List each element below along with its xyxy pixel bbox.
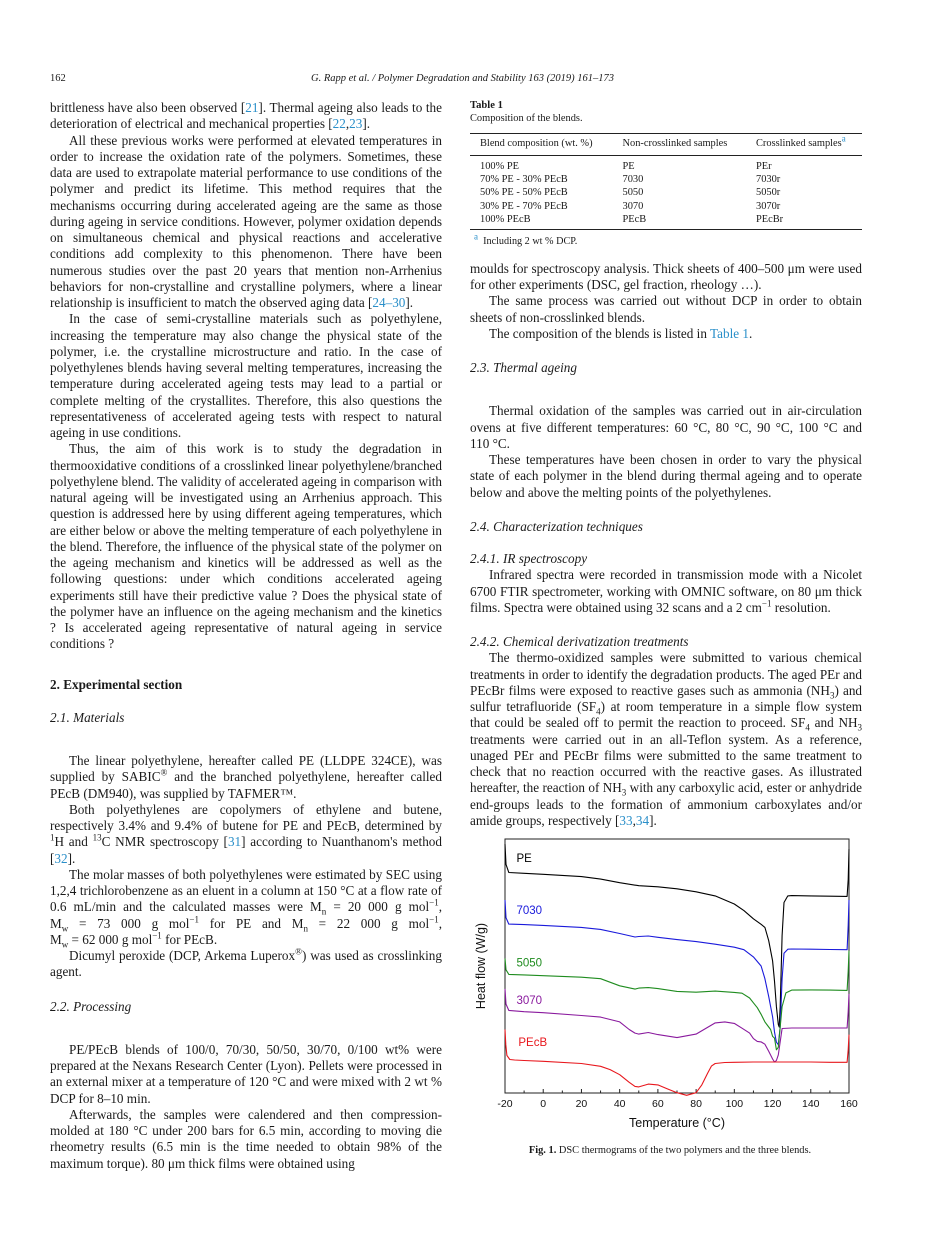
x-tick-label: 80 xyxy=(690,1098,702,1110)
table-row: 50% PE - 50% PEcB 5050 5050r xyxy=(480,187,781,199)
x-tick-label: 0 xyxy=(540,1098,547,1110)
x-tick-label: 20 xyxy=(575,1098,588,1110)
paragraph: These temperatures have been chosen in order to vary the physical state of each polymer in the blend during thermal ageing and to operate below and above the melting points of the polyethylenes. xyxy=(470,452,862,500)
table-caption: Composition of the blends. xyxy=(470,112,583,124)
paragraph: Infrared spectra were recorded in transmission mode with a Nicolet 6700 FTIR spectrometer, working with OMNIC software, on 80 μm thick films. Spectra were obtained using 32 scans and a 2 $cm^{-1}$ resolution. xyxy=(470,567,862,615)
table-1 xyxy=(470,100,862,249)
paragraph: The same process was carried out without DCP in order to obtain sheets of non-crosslinked blends. xyxy=(470,293,862,325)
series-label-3070: 3070 xyxy=(516,995,543,1008)
left-column xyxy=(50,100,442,1172)
column-header: Blend composition (wt. %) xyxy=(470,134,613,156)
table-1-link[interactable]: Table 1 xyxy=(710,325,749,341)
paragraph: The linear polyethylene, hereafter called PE (LLDPE 324CE), was supplied by SABIC® and the branched polyethylene, hereafter called PEcB (DM940), was supplied by TAFMER™. xyxy=(50,753,443,801)
citation-link[interactable]: 22 xyxy=(332,116,346,132)
table-row: 70% PE - 30% PEcB 7030 7030r xyxy=(480,174,781,186)
table-footnote: $^a$ Including 2 wt % DCP. xyxy=(474,231,578,248)
x-tick-label: 140 xyxy=(802,1098,820,1110)
paragraph: Both polyethylenes are copolymers of ethylene and butene, respectively 3.4% and 9.4% of butene for PE and PEcB, determined by $^1$H and $^{13}$C NMR spectroscopy [31] according to Nuanthanom's method [32]. xyxy=(50,801,442,866)
section-heading: 2. Experimental section xyxy=(50,676,183,692)
series-line-5050 xyxy=(505,951,849,1050)
column-header: Non-crosslinked samples xyxy=(613,134,746,156)
right-column xyxy=(470,100,862,829)
table-row: 100% PEcB PEcB PEcBr xyxy=(470,213,862,230)
series-line-pecb xyxy=(505,1030,849,1096)
x-tick-label: 60 xyxy=(652,1098,664,1110)
citation-link[interactable]: 33 xyxy=(619,812,633,828)
page-number: 162 xyxy=(50,73,66,84)
x-axis-label: Temperature (°C) xyxy=(629,1116,725,1130)
series-label-5050: 5050 xyxy=(516,957,543,970)
paragraph: Afterwards, the samples were calendered and then compression-molded at 180 °C under 200 bars for 6.5 min, according to moving die rheometry results (6.5 min is the time needed to obtain 98% of the maximum torque). 80 μm thick films were obtained using xyxy=(50,1106,442,1171)
paragraph: brittleness have also been observed [21]. Thermal ageing also leads to the deterioration of electrical and mechanical properties [22,23]. xyxy=(50,100,442,132)
citation-link[interactable]: 31 xyxy=(227,834,242,850)
x-tick-label: -20 xyxy=(497,1098,513,1110)
running-header xyxy=(50,73,875,89)
footnote-marker[interactable]: a xyxy=(841,133,846,144)
series-line-pe xyxy=(505,844,849,1027)
paragraph: The molar masses of both polyethylenes were estimated by SEC using 1,2,4 trichlorobenzene as an eluent in a column at 150 °C at a flow rate of 0.6 mL/min and the calculated masses were $M_n = 20$ 000 g mol$^{-1}$, $M_w = 73$ 000 g mol$^{-1}$ for PE and $M_n = 22$ 000 g mol$^{-1}$, $M_w = 62$ 000 g mol$^{-1}$ for PEcB. xyxy=(50,866,442,950)
paragraph: Dicumyl peroxide (DCP, Arkema Luperox®) was used as crosslinking agent. xyxy=(50,946,442,980)
paragraph: The composition of the blends is listed in Table 1. xyxy=(489,325,753,341)
x-tick-label: 160 xyxy=(840,1098,858,1110)
subsection-heading: 2.1. Materials xyxy=(50,709,125,725)
paragraph: PE/PEcB blends of 100/0, 70/30, 50/50, 30/70, 0/100 wt% were prepared at the Nexans Research Center (Lyon). Pellets were processed in an external mixer at a temperature of 120 °C and were mixed with 2 wt % DCP for 8–10 min. xyxy=(50,1041,442,1106)
paragraph: Thus, the aim of this work is to study the degradation in thermooxidative conditions of a crosslinked linear polyethylene/branched polyethylene blend. The validity of accelerated ageing in comparison with natural ageing will be investigated using an Arrhenius approach. This question is addressed here by using different ageing temperatures, which are either below or above the melting temperature of each polyethylene in the blend. Therefore, the influence of the physical state of the polymer on the ageing mechanism and kinetics will be addressed as well as the following questions: under which conditions accelerated ageing experiments still have their predictive value ? Does the physical state of the polymer have an influence on the ageing mechanism and the kinetics ? Is accelerated ageing representative of natural ageing in service conditions ? xyxy=(50,441,442,652)
series-line-3070 xyxy=(505,989,849,1062)
figure-caption: Fig. 1. DSC thermograms of the two polymers and the three blends. xyxy=(528,1145,812,1156)
subsubsection-heading: 2.4.1. IR spectroscopy xyxy=(470,551,588,567)
column-header: Crosslinked samples$^a$ xyxy=(746,134,862,156)
series-label-pecb: PEcB xyxy=(518,1036,548,1049)
citation-link[interactable]: 23 xyxy=(349,116,363,132)
citation-link[interactable]: 24–30 xyxy=(372,295,406,310)
y-axis-label: Heat flow (W/g) xyxy=(474,922,488,1010)
x-tick-label: 40 xyxy=(613,1098,626,1110)
table-row: 100% PE PE PEr xyxy=(480,160,772,172)
subsubsection-heading: 2.4.2. Chemical derivatization treatments xyxy=(470,634,689,650)
journal-reference: G. Rapp et al. / Polymer Degradation and Stability 163 (2019) 161–173 xyxy=(310,73,614,84)
paragraph: In the case of semi-crystalline materials such as polyethylene, increasing the temperature may also change the physical state of the polymer, i.e. the crystalline microstructure and ratio. In the case of polyethylenes blends having several melting temperatures, increasing the temperature during accelerated ageing tests may lead to a partial or complete melting of the crystallites. Therefore, this also questions the representativeness of accelerated ageing tests with respect to natural ageing in use conditions. xyxy=(50,311,442,440)
figure-1 xyxy=(470,832,870,1162)
subsection-heading: 2.3. Thermal ageing xyxy=(470,360,577,376)
series-label-7030: 7030 xyxy=(516,904,543,917)
citation-link[interactable]: 32 xyxy=(54,850,68,866)
composition-table xyxy=(470,133,862,230)
table-row: 30% PE - 70% PEcB 3070 3070r xyxy=(480,200,781,212)
series-label-pe: PE xyxy=(516,852,532,865)
table-label: Table 1 xyxy=(470,100,503,111)
subsection-heading: 2.4. Characterization techniques xyxy=(470,518,643,534)
table-header-row xyxy=(470,134,862,156)
citation-link[interactable]: 21 xyxy=(245,100,259,115)
x-tick-label: 120 xyxy=(763,1098,782,1110)
paragraph: All these previous works were performed at elevated temperatures in order to increase the oxidation rate of the polymers. Sometimes, these data are used to extrapolate material performance to use conditions of the polymer and predict its lifetime. This method requires that the mechanisms occurring during accelerated ageing are the same as those during ageing in service conditions. However, polymer oxidation depends on simultaneous chemical and physical reactions and accelerative conditions add complexity to this phenomenon. There have been numerous studies over the past 20 years that mention non-Arrhenius behaviors for non-crystalline and crystalline polymers, where a linear relationship is insufficient to match the observed aging data [24–30]. xyxy=(50,132,442,310)
subsection-heading: 2.2. Processing xyxy=(50,998,132,1014)
citation-link[interactable]: 34 xyxy=(635,812,650,828)
plot-frame xyxy=(505,839,849,1093)
paragraph: Thermal oxidation of the samples was carried out in air-circulation ovens at five different temperatures: 60 °C, 80 °C, 90 °C, 100 °C and 110 °C. xyxy=(470,403,862,451)
series-line-7030 xyxy=(505,900,849,1045)
paragraph: The thermo-oxidized samples were submitted to various chemical treatments in order to identify the degradation products. The aged PEr and PEcBr films were exposed to reactive gases such as ammonia $(NH_3)$ and sulfur tetrafluoride $(SF_4)$ at room temperature in a simple flow system that could be sealed off to permit the reaction to proceed. $SF_4$ and $NH_3$ treatments were carried out in an all-Teflon system. As a reference, unaged PEr and PEcBr films were submitted to the same treatment to check that no reaction occurred with the reactive gases. As illustrated hereafter, the reaction of $NH_3$ with any carboxylic acid, ester or anhydride end-groups leads to the formation of ammonium carboxylates and/or amide groups, respectively [33,34]. xyxy=(470,650,863,828)
x-tick-label: 100 xyxy=(725,1098,744,1110)
paragraph: moulds for spectroscopy analysis. Thick sheets of 400–500 μm were used for other experiments (DSC, gel fraction, rheology …). xyxy=(470,260,862,293)
dsc-thermogram-chart xyxy=(470,832,870,1142)
